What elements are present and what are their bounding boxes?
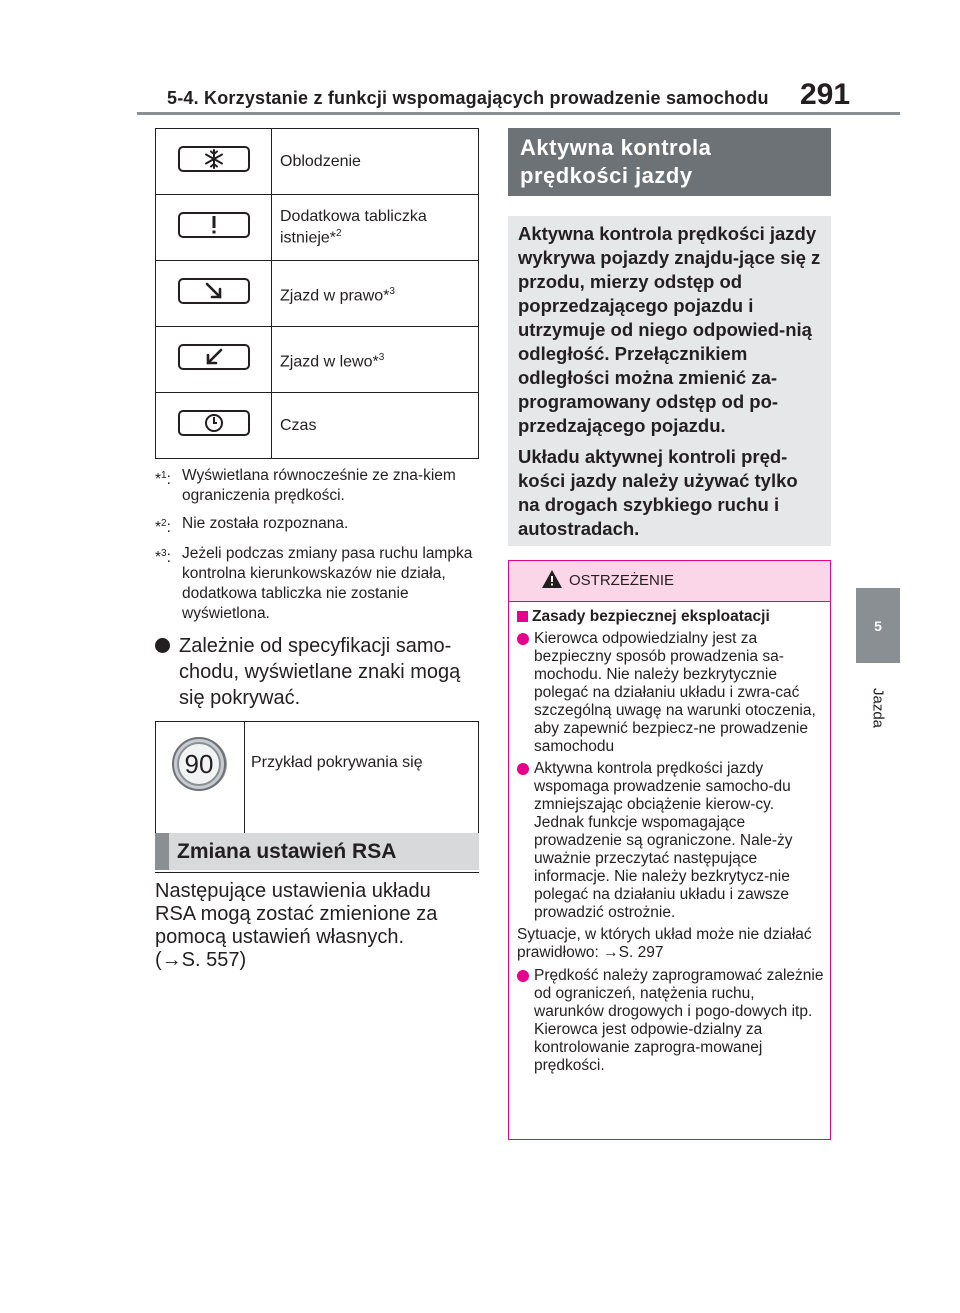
snowflake-icon: [178, 146, 250, 172]
overlap-note: Zależnie od specyfikacji samo-chodu, wyświetlane znaki mogą się pokrywać.: [155, 633, 475, 711]
acc-intro-para: Aktywna kontrola prędkości jazdy wykrywa pojazdy znajdu-jące się z przodu, mierzy odstęp od poprzedzającego pojazdu i utrzymuje od niego odpowied-nią odległość. Przełącznikiem odległości można zmienić za-programowany odstęp od po-przedzającego pojazdu.: [518, 223, 821, 436]
table-row: [156, 195, 479, 261]
exclamation-icon: [178, 212, 250, 238]
warning-item: Prędkość należy zaprogramować zależnie od ograniczeń, natężenia ruchu, warunków drogowych i pogo-dowych itp. Kierowca jest odpowie-dzialny za kontrolowanie zaprogra-mowanej prędkości.: [517, 967, 826, 1075]
chapter-tab-label-wrap: [866, 678, 890, 738]
warning-box: [508, 560, 831, 1140]
header-divider: [137, 112, 900, 115]
example-label: Przykład pokrywania się: [245, 722, 479, 842]
table-row: [156, 722, 479, 842]
icon-cell: [156, 393, 272, 459]
icon-cell: [156, 129, 272, 195]
warning-triangle-icon: [541, 569, 563, 589]
warning-item: Aktywna kontrola prędkości jazdy wspomaga prowadzenie samocho-du zmniejszając obciążenie kierow-cy. Jednak funkcje wspomagające prowadzenie są ograniczone. Nale-ży uważnie przeczytać następujące informacje. Nie należy bezkrytycz-nie polegać na działaniu układu i zawsze prowadzić ostrożnie.: [517, 760, 826, 922]
page-number: 291: [800, 78, 851, 111]
sign-label: Zjazd w lewo*$^3$: [272, 327, 479, 393]
sign-label: Zjazd w prawo*$^3$: [272, 261, 479, 327]
section-heading-acc: Aktywna kontrola prędkości jazdy: [508, 128, 831, 196]
chapter-tab-label: Jazda: [869, 687, 887, 729]
table-row: [156, 327, 479, 393]
footnote-1: *$^1$: Wyświetlana równocześnie ze zna-kiem ograniczenia prędkości.: [155, 467, 456, 504]
footnote-2: *$^2$: Nie została rozpoznana.: [155, 515, 349, 537]
table-row: [156, 129, 479, 195]
bullet-icon: [155, 638, 170, 653]
page-reference-link[interactable]: (→S. 557): [155, 949, 247, 971]
rsa-settings-text: Następujące ustawienia układu RSA mogą zostać zmienione za pomocą ustawień własnych. (→S. 557): [155, 880, 475, 972]
square-bullet-icon: [517, 611, 528, 622]
warning-reference: Sytuacje, w których układ może nie działać prawidłowo: →S. 297: [517, 926, 812, 961]
warning-item: Kierowca odpowiedzialny jest za bezpieczny sposób prowadzenia sa-mochodu. Nie należy bezkrytycznie polegać na działaniu układu i zwra-cać szczególną uwagę na warunki otoczenia, aby zapewnić bezpiecz-ne prowadzenie samochodu: [517, 630, 826, 756]
chapter-title: 5-4. Korzystanie z funkcji wspomagających prowadzenie samochodu: [167, 88, 769, 108]
icon-cell: [156, 195, 272, 261]
acc-usage-para: Układu aktywnej kontroli pręd-kości jazdy należy używać tylko na drogach szybkiego ruchu i autostradach.: [518, 446, 798, 539]
chapter-tab[interactable]: 5: [856, 588, 900, 663]
footnote-3: *$^3$: Jeżeli podczas zmiany pasa ruchu lampka kontrolna kierunkowskazów nie działa, dodatkowa tabliczka nie zostanie wyświetlona.: [155, 545, 473, 622]
arrow-down-left-icon: [178, 344, 250, 370]
icon-cell: [156, 261, 272, 327]
icon-cell: [156, 327, 272, 393]
bullet-icon: [517, 763, 529, 775]
sign-label: Dodatkowa tabliczka istnieje*$^2$: [272, 195, 479, 261]
overlap-example-table: [155, 721, 479, 842]
icon-cell: [156, 722, 245, 842]
sign-label: Czas: [272, 393, 479, 459]
bullet-icon: [517, 633, 529, 645]
table-row: [156, 393, 479, 459]
table-row: [156, 261, 479, 327]
sign-label: Oblodzenie: [272, 129, 479, 195]
speed-value: 90: [184, 749, 214, 779]
warning-title: OSTRZEŻENIE: [569, 572, 675, 589]
arrow-down-right-icon: [178, 278, 250, 304]
clock-icon: [178, 410, 250, 436]
warning-body: [509, 602, 830, 1075]
warning-header: [509, 561, 830, 602]
acc-intro-box: [508, 216, 831, 546]
section-heading-rsa: Zmiana ustawień RSA: [155, 833, 479, 870]
bullet-icon: [517, 970, 529, 982]
warning-subheading: Zasady bezpiecznej eksploatacji: [517, 608, 826, 626]
sign-icon-table: [155, 128, 479, 459]
speed-limit-sign-icon: [169, 734, 229, 794]
